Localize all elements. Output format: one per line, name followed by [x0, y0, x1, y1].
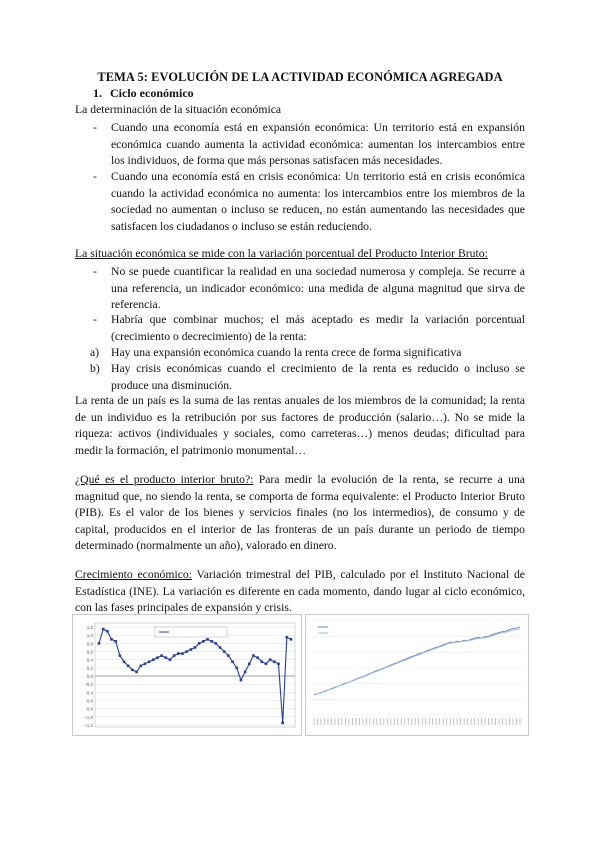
data-point [98, 642, 101, 645]
gdp-index-chart-svg [306, 615, 528, 735]
data-point [248, 662, 251, 665]
y-tick-label: 0,2 [86, 665, 93, 671]
crecimiento-paragraph [75, 567, 525, 617]
renta-paragraph: La renta de un país es la suma de las rentas anuales de los miembros de la comunidad; la renta de un individuo es la retribución por sus factores de producción (salario…). No se mide la riqueza: activos (individuales y sociales, como carreteras…) menos deudas; dificultad para medir la formación, el patrimonio monumental… [75, 394, 525, 457]
gdp-quarterly-chart [72, 614, 302, 736]
plot-area [95, 623, 295, 727]
data-point [160, 654, 163, 657]
intro-line: La determinación de la situación económica [75, 103, 282, 116]
data-point [148, 660, 151, 663]
bullet-text: Cuando una economía está en crisis económica: Un territorio está en crisis económica cuando la actividad económica no aumenta: los intercambios entre los miembros de la sociedad no aumentan o incluso se reducen, no están aumentando las necesidades que satisfacen los ciudadanos o incluso se están reduciendo. [111, 170, 525, 233]
section-heading [93, 86, 194, 101]
section-title: Ciclo económico [110, 86, 194, 100]
data-point [244, 671, 247, 674]
data-point [198, 642, 201, 645]
data-point [277, 662, 280, 665]
data-point [139, 665, 142, 668]
data-point [256, 656, 259, 659]
data-point [223, 650, 226, 653]
y-tick-label: -1,2 [85, 722, 93, 728]
y-tick-label: -0,4 [85, 690, 93, 696]
data-point [102, 628, 105, 631]
data-point [281, 722, 284, 725]
bullet-marker: - [93, 170, 97, 183]
y-tick-label: 0,0 [86, 674, 93, 680]
data-point [252, 654, 255, 657]
pib-question-paragraph [75, 472, 525, 555]
data-point [273, 660, 276, 663]
list-marker: b) [90, 362, 100, 375]
section-number: 1. [93, 86, 102, 100]
data-point [194, 646, 197, 649]
pib-question-label: ¿Qué es el producto interior bruto?: [75, 473, 254, 486]
data-point [123, 660, 126, 663]
data-point [210, 640, 213, 643]
data-point [156, 656, 159, 659]
data-point [135, 671, 138, 674]
pib-question-text: Para medir la evolución de la renta, se recurre a una magnitud que, no siendo la renta, se comporta de forma equivalente: el Producto Interior Bruto (PIB). Es el valor de los bienes y servicios finales (no los intermedios), de consumo y de capital, producidos en el interior de las fronteras de un país durante un periodo de tiempo determinado (normalmente un año), valorado en dinero. [75, 473, 525, 552]
bullet-marker: - [93, 265, 97, 278]
data-point [177, 652, 180, 655]
pib-heading: La situación económica se mide con la variación porcentual del Producto Interior Bruto: [75, 247, 488, 260]
y-tick-label: 0,4 [86, 657, 93, 663]
list-text: Hay crisis económicas cuando el crecimiento de la renta es reducido o incluso se produce una disminución. [111, 362, 525, 392]
data-point [219, 646, 222, 649]
data-point [202, 640, 205, 643]
data-point [119, 654, 122, 657]
data-point [173, 654, 176, 657]
data-point [265, 662, 268, 665]
data-point [269, 658, 272, 661]
data-point [181, 652, 184, 655]
data-point [290, 638, 293, 641]
data-point [144, 662, 147, 665]
data-point [114, 640, 117, 643]
y-tick-label: 1,2 [86, 625, 93, 631]
gdp-index-chart [305, 614, 529, 736]
data-point [286, 636, 289, 639]
data-point [227, 654, 230, 657]
crecimiento-label: Crecimiento económico: [75, 568, 193, 581]
data-point [231, 660, 234, 663]
bullet-text: Habría que combinar muchos; el más aceptado es medir la variación porcentual (crecimiento o decrecimiento) de la renta: [111, 313, 525, 343]
y-tick-label: 0,8 [86, 641, 93, 647]
data-point [240, 679, 243, 682]
gdp-quarterly-chart-svg [73, 615, 301, 735]
bullet-marker: - [93, 121, 97, 134]
y-tick-label: 0,6 [86, 649, 93, 655]
y-tick-label: -1,0 [85, 714, 93, 720]
data-point [235, 667, 238, 670]
y-tick-label: -0,6 [85, 698, 93, 704]
y-tick-label: 1,0 [86, 633, 93, 639]
bullet-marker: - [93, 313, 97, 326]
data-point [127, 665, 130, 668]
bullet-text: Cuando una economía está en expansión económica: Un territorio está en expansión económica cuando aumenta la actividad económica: aumentan los intercambios entre los individuos, de forma que más personas satisfacen más necesidades. [111, 121, 525, 167]
y-tick-label: -0,2 [85, 682, 93, 688]
list-text: Hay una expansión económica cuando la renta crece de forma significativa [111, 346, 462, 359]
data-point [152, 658, 155, 661]
data-point [215, 642, 218, 645]
y-tick-label: -0,8 [85, 706, 93, 712]
data-point [131, 669, 134, 672]
bullet-text: No se puede cuantificar la realidad en una sociedad numerosa y compleja. Se recurre a una referencia, un indicador económico: una medida de alguna magnitud que sirva de referencia. [111, 265, 525, 311]
document-title: TEMA 5: EVOLUCIÓN DE LA ACTIVIDAD ECONÓMICA AGREGADA [97, 70, 503, 84]
data-point [164, 656, 167, 659]
data-point [106, 630, 109, 633]
data-point [206, 638, 209, 641]
data-point [169, 658, 172, 661]
data-point [260, 660, 263, 663]
list-marker: a) [90, 346, 100, 359]
data-point [110, 638, 113, 641]
crecimiento-text: Variación trimestral del PIB, calculado por el Instituto Nacional de Estadística (INE). La variación es diferente en cada momento, dando lugar al ciclo económico, con las fases principales de expansión y crisis. [75, 568, 525, 614]
data-point [190, 648, 193, 651]
data-point [185, 650, 188, 653]
